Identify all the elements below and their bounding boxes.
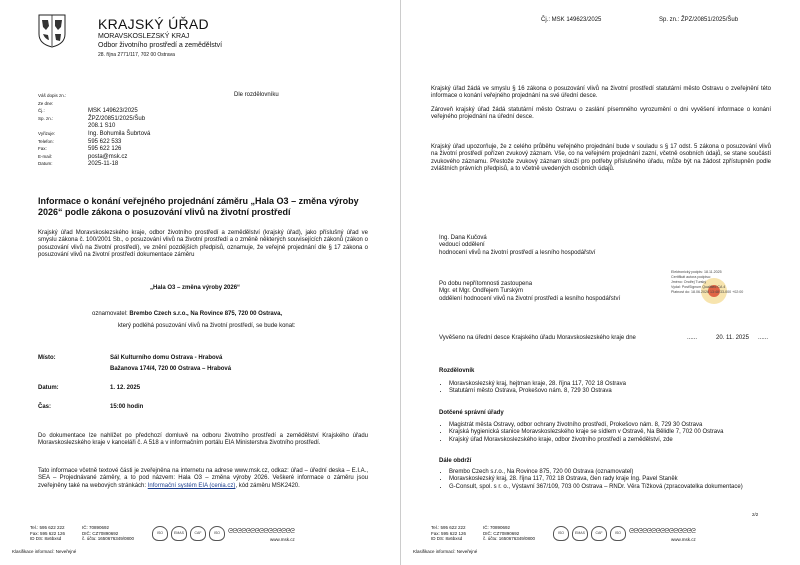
certification-logo: ISO [209,526,225,541]
intro-paragraph: Krajský úřad Moravskoslezského kraje, odbor životního prostředí a zemědělství (krajský úřad), jako příslušný úřad ve smyslu zákona č. 100/2001 Sb., o posuzování vlivů na životní prostředí a o změně některých souvisejících zákonů (zákon o posuzování vlivů na životní prostředí), ve znění pozdějších předpisů, oznamuje, že veřejné projednání dle § 17 zákona o posuzování vlivů na životní prostředí dokumentace záměru [38,230,368,259]
inspection-paragraph: Do dokumentace lze nahlížet po předchozí domluvě na odboru životního prostředí a zemědělství Krajského úřadu Moravskoslezského kraje v kanceláři č. A 518 a v informačním portálu EIA Ministerstva životního prostředí. [38,433,368,447]
which-line: který podléhá posuzování vlivů na životní prostředí, se bude konat: [118,323,296,329]
meta-row: 208.1 S10 [88,123,116,130]
distribution-list [439,381,779,396]
notifier-label: oznamovatel: [92,311,128,317]
coat-of-arms-icon [38,14,66,48]
authorities-title: Dotčené správní úřady [439,410,504,416]
meta-row: Sp. zn.: ŽPZ/20851/2025/Šub [38,115,146,122]
eia-link[interactable]: Informační systém EIA (cenia.cz) [147,482,236,489]
certification-logo: EMAS [171,526,187,541]
date-label: Datum: [38,385,59,391]
recording-paragraph: Krajský úřad upozorňuje, že z celého průběhu veřejného projednání bude v souladu s § 17 odst. 5 zákona o posuzování vlivů na životní prostředí pořízen zvukový záznam. Vše, co na veřejném projednání zazní, včetně osobních údajů, se stane součástí zvukového záznamu. Přestože zvukový záznam slouží pro potřeby příslušného úřadu, může být na žádost zpřístupněn podle zvláštních právních předpisů, a to včetně uvedených osobních údajů. [431,144,771,173]
signatory-role: vedoucí oddělení [439,242,485,249]
meta-row: Telefon: 595 622 533 [38,138,122,145]
posted-dots: ...... [758,335,769,341]
reference-cj: Čj.: MSK 149623/2025 [541,17,602,23]
certification-logos [553,526,626,541]
place-line2: Bažanova 174/4, 720 00 Ostrava – Hrabová [110,366,232,372]
certification-logo: EMAS [572,526,588,541]
classification: Klasifikace informací: Neveřejné [12,549,77,554]
footer-contact: Tel.: 595 622 222 Fax: 595 622 126 ID DS: 8x6bxsd [431,525,467,542]
meta-row: Čj.: MSK 149623/2025 [38,108,138,115]
others-list [439,469,779,491]
certification-logo: ISO [610,526,626,541]
meta-row: E-mail: posta@msk.cz [38,153,128,160]
footer-ids: IČ: 70890692 DIČ: CZ70890692 č. účtu: 1650676349/0800 [82,525,135,542]
meta-row: Vyřizuje: Ing. Bohumila Šubrtová [38,130,151,137]
document-heading: Informace o konání veřejného projednání záměru „Hala O3 – změna výroby 2026“ podle zákona o posuzování vlivů na životní prostředí [38,196,359,217]
classification: Klasifikace informací: Neveřejné [413,549,478,554]
certification-logo: CAF [190,526,206,541]
posted-date: 20. 11. 2025 [716,335,749,341]
posted-dots: ...... [687,335,698,341]
request-paragraph: Krajský úřad žádá ve smyslu § 16 zákona o posuzování vlivů na životní prostředí statutární město Ostravu o zveřejnění této informace o konání veřejného projednání na své úřední desce. [431,86,771,100]
time-value: 15:00 hodin [110,404,144,410]
publication-paragraph: Tato informace včetně textové části je zveřejněna na internetu na adrese www.msk.cz, odkaz: úřad – úřední deska – E.I.A., SEA – Projednávané záměry, a to pod názvem: Hala O3 – změna výroby 2026. Veškeré informace o záměru jsou zveřejněny také na webových stránkách: Informační systém EIA (cenia.cz), kód záměru MSK2420. [38,468,368,489]
office-department: Odbor životního prostředí a zemědělství [98,42,223,49]
notifier-line [92,311,282,318]
notifier-value: Brembo Czech s.r.o., Na Rovince 875, 720 00 Ostrava, [129,311,283,317]
others-title: Dále obdrží [439,458,472,464]
office-name: KRAJSKÝ ÚŘAD [98,16,209,32]
date-value: 1. 12. 2025 [110,385,141,391]
list-item: • Moravskoslezský kraj, hejtman kraje, 28. října 117, 702 18 Ostrava [449,381,779,388]
list-item: • G-Consult, spol. s r. o., Výstavní 367/109, 703 00 Ostrava – RNDr. Věra Tížková (zpracovatelka dokumentace) [449,484,779,491]
substitute-block: Po dobu nepřítomnosti zastoupena Mgr. et Mgr. Ondřejem Turským oddělení hodnocení vlivů na životní prostředí a lesního hospodářství [439,281,621,302]
footer-ids: IČ: 70890692 DIČ: CZ70890692 č. účtu: 1650676349/0800 [483,525,536,542]
recipient: Dle rozdělovníku [234,92,279,98]
time-label: Čas: [38,404,52,410]
footer-contact: Tel.: 595 622 222 Fax: 595 622 126 ID DS: 8x6bxsd [30,525,66,542]
page-number: 2/2 [752,512,759,517]
reference-spzn: Sp. zn.: ŽPZ/20851/2025/Šub [659,17,739,23]
document-page-2 [400,0,800,565]
meta-row: Datum: 2025-11-18 [38,161,119,168]
signatory-department: hodnocení vlivů na životní prostředí a lesního hospodářství [439,249,596,256]
list-item: • Krajská hygienická stanice Moravskoslezského kraje se sídlem v Ostravě, Na Bělidle 7, 702 00 Ostrava [449,429,779,436]
meta-row: Váš dopis zn.: [38,93,67,98]
office-address: 28. října 2771/117, 702 00 Ostrava [98,52,175,58]
office-region: MORAVSKOSLEZSKÝ KRAJ [98,33,190,40]
place-line1: Sál Kulturního domu Ostrava - Hrabová [110,355,223,361]
footer-web[interactable]: www.msk.cz [671,537,696,542]
authorities-list [439,422,779,444]
stamp-text: Elektronický podpis: 18.11.2025 Certifikát autora podpisu: Jméno: Ondřej Turský Vydal: PostSignum Qualified CA 4 Platnost do: 18.06.2026 13:48:33-000 +02:00 [671,270,744,294]
list-item: • Statutární město Ostrava, Prokešovo nám. 8, 729 30 Ostrava [449,388,779,395]
signatory-name: Ing. Dana Kučová [439,235,487,241]
distribution-title: Rozdělovník [439,368,475,374]
certification-logo: CAF [591,526,607,541]
signatory-block [439,235,595,257]
certification-logo: ISO [553,526,569,541]
place-label: Místo: [38,355,56,361]
certification-logos [152,526,225,541]
posted-label: Vyvěšeno na úřední desce Krajského úřadu Moravskoslezského kraje dne [439,335,636,341]
list-item: • Moravskoslezský kraj, 28. října 117, 702 18 Ostrava, člen rady kraje Ing. Pavel Staněk [449,476,779,483]
list-item: • Krajský úřad Moravskoslezského kraje, odbor životního prostředí a zemědělství, zde [449,437,779,444]
list-item: • Magistrát města Ostravy, odbor ochrany životního prostředí, Prokešovo nám. 8, 729 30 Ostrava [449,422,779,429]
project-name: „Hala O3 – změna výroby 2026“ [150,285,241,291]
meta-row: Fax: 595 622 126 [38,146,122,153]
notice-paragraph: Zároveň krajský úřad žádá statutární město Ostravu o zaslání písemného vyrozumění o dni vyvěšení informace o konání veřejného projednání na úřední desce. [431,107,771,121]
meta-row: Ze dne: [38,100,54,106]
decorative-wave: ᘓᘓᘓᘓᘓᘓᘓᘓᘓᘓᘓᘓᘓᘓᘓ [228,527,295,535]
reference-block [38,93,198,169]
decorative-wave: ᘓᘓᘓᘓᘓᘓᘓᘓᘓᘓᘓᘓᘓᘓᘓ [629,527,696,535]
certification-logo: ISO [152,526,168,541]
signature-stamp [671,270,767,312]
footer-web[interactable]: www.msk.cz [270,537,295,542]
list-item: • Brembo Czech s.r.o., Na Rovince 875, 720 00 Ostrava (oznamovatel) [449,469,779,476]
